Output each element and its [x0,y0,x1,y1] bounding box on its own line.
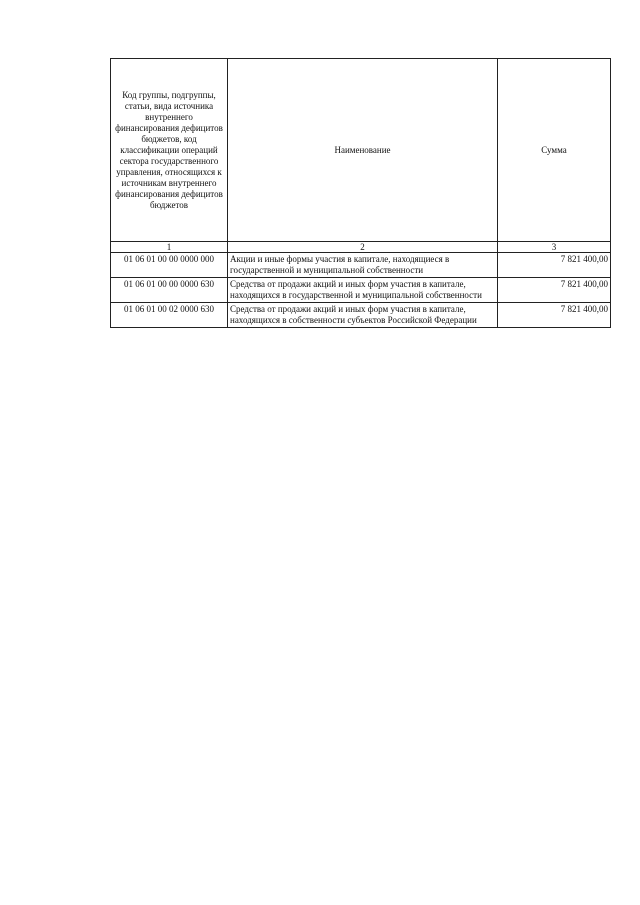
row-name: Средства от продажи акций и иных форм участия в капитале, находящихся в государственной и муниципальной собственности [228,278,498,303]
table-row [111,303,611,328]
row-code: 01 06 01 00 00 0000 000 [111,253,228,278]
header-code: Код группы, подгруппы, статьи, вида источника внутреннего финансирования дефицитов бюджетов, код классификации операций сектора государственного управления, относящихся к источникам внутреннего финансирования дефицитов бюджетов [111,59,228,242]
document-page [110,58,610,328]
column-number-2: 2 [228,242,498,253]
header-row [111,59,611,242]
header-name: Наименование [228,59,498,242]
row-code: 01 06 01 00 00 0000 630 [111,278,228,303]
row-sum: 7 821 400,00 [498,253,611,278]
header-sum: Сумма [498,59,611,242]
sources-financing-table [110,58,611,328]
row-code: 01 06 01 00 02 0000 630 [111,303,228,328]
row-sum: 7 821 400,00 [498,278,611,303]
row-name: Средства от продажи акций и иных форм участия в капитале, находящихся в собственности субъектов Российской Федерации [228,303,498,328]
row-sum: 7 821 400,00 [498,303,611,328]
row-name: Акции и иные формы участия в капитале, находящиеся в государственной и муниципальной собственности [228,253,498,278]
column-number-3: 3 [498,242,611,253]
table-row [111,278,611,303]
column-number-1: 1 [111,242,228,253]
column-number-row [111,242,611,253]
table-row [111,253,611,278]
